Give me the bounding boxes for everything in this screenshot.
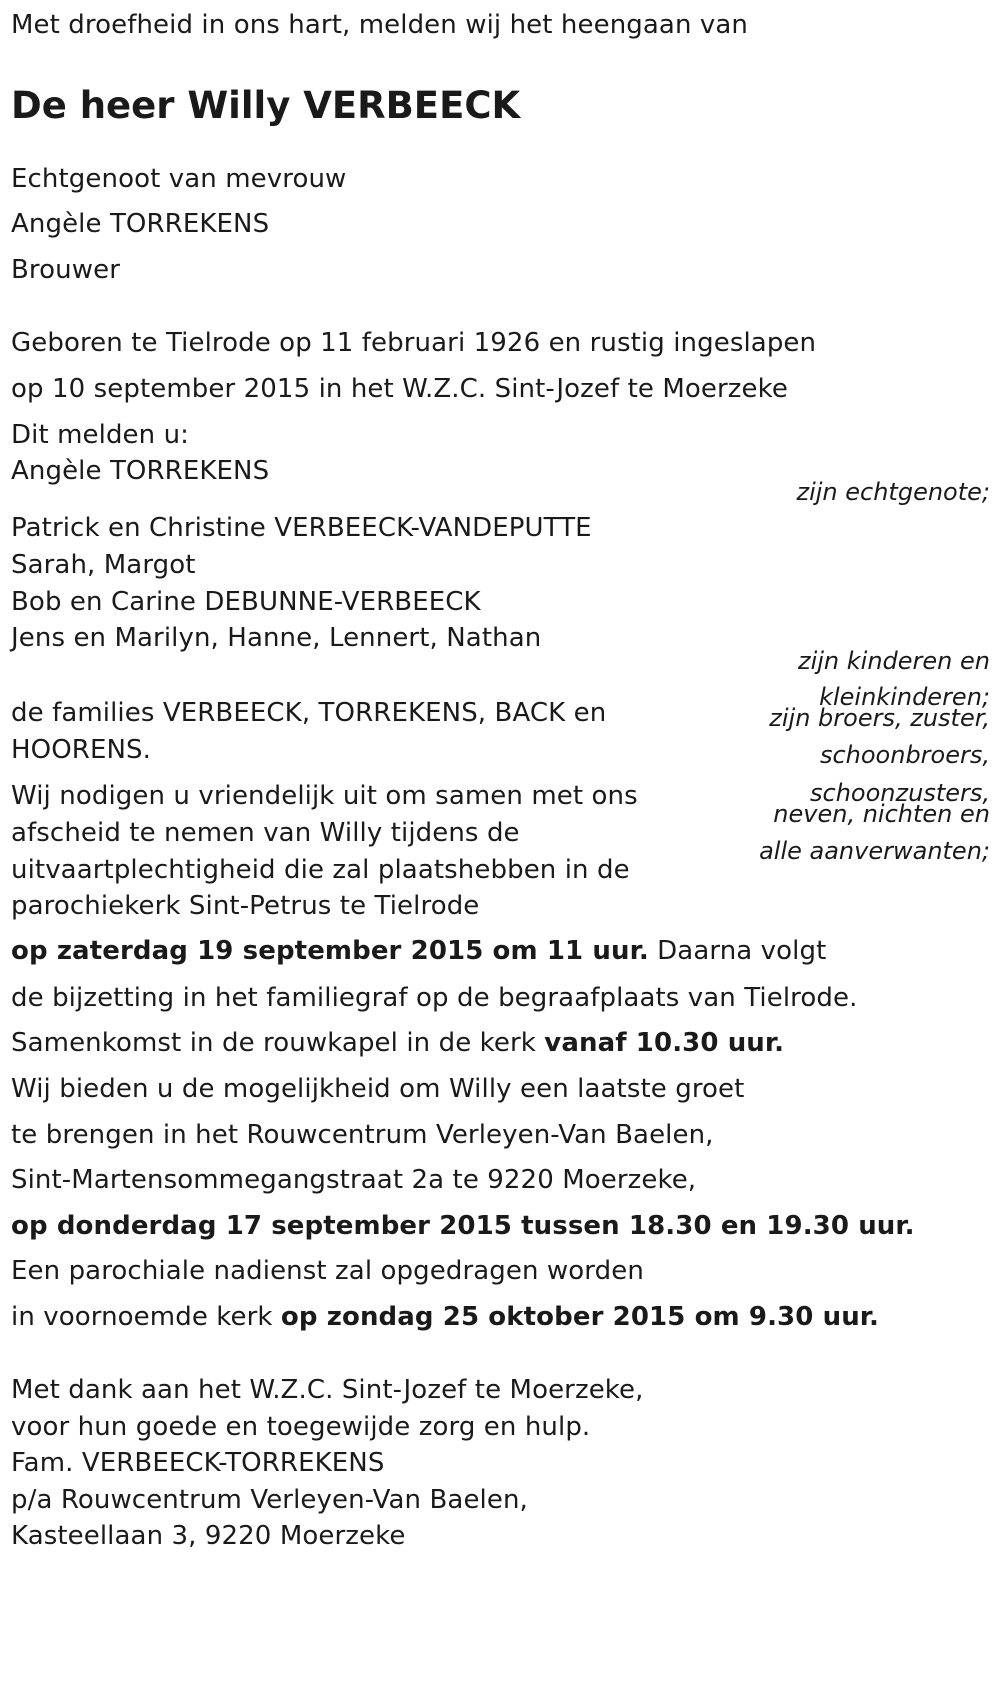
role-families: schoonbroers, (819, 741, 990, 769)
service-text: in voornoemde kerk (11, 1302, 281, 1332)
role-children: kleinkinderen; (819, 683, 990, 711)
invite-line: parochiekerk Sint-Petrus te Tielrode (11, 891, 480, 921)
service-time: op zondag 25 oktober 2015 om 9.30 uur. (280, 1302, 880, 1332)
role-families: schoonzusters, (810, 779, 990, 807)
spouse-line-2: Angèle TORREKENS (11, 209, 270, 239)
spouse-line-1: Echtgenoot van mevrouw (11, 164, 347, 194)
visit-line-2: te brengen in het Rouwcentrum Verleyen-Van Baelen, (11, 1120, 714, 1150)
announce-intro: Dit melden u: (11, 420, 190, 450)
role-families: zijn broers, zuster, (769, 704, 990, 732)
address-line-1: p/a Rouwcentrum Verleyen-Van Baelen, (11, 1485, 528, 1515)
invite-line: Wij nodigen u vriendelijk uit om samen met ons (11, 781, 638, 811)
mourner-child: Sarah, Margot (11, 550, 196, 580)
mourner-child: Patrick en Christine VERBEECK-VANDEPUTTE (11, 513, 592, 543)
profession: Brouwer (11, 255, 120, 285)
families-line-2: HOORENS. (11, 735, 151, 765)
role-spouse: zijn echtgenote; (796, 478, 990, 506)
funeral-date: op zaterdag 19 september 2015 om 11 uur. (11, 936, 649, 966)
mourner-child: Bob en Carine DEBUNNE-VERBEECK (11, 587, 481, 617)
visit-line-3: Sint-Martensommegangstraat 2a te 9220 Moerzeke, (11, 1165, 697, 1195)
born-line-2: op 10 september 2015 in het W.Z.C. Sint-Jozef te Moerzeke (11, 374, 788, 404)
thanks-line-1: Met dank aan het W.Z.C. Sint-Jozef te Moerzeke, (11, 1375, 644, 1405)
role-families: alle aanverwanten; (759, 837, 990, 865)
intro-text: Met droefheid in ons hart, melden wij het heengaan van (11, 10, 748, 40)
visit-time: op donderdag 17 september 2015 tussen 18.30 en 19.30 uur. (11, 1211, 915, 1241)
role-children: zijn kinderen en (798, 647, 990, 675)
gathering-time: vanaf 10.30 uur. (544, 1028, 785, 1058)
family-signature: Fam. VERBEECK-TORREKENS (11, 1448, 385, 1478)
invite-line: uitvaartplechtigheid die zal plaatshebben in de (11, 855, 630, 885)
thanks-line-2: voor hun goede en toegewijde zorg en hulp. (11, 1412, 591, 1442)
gathering-text: Samenkomst in de rouwkapel in de kerk (11, 1028, 545, 1058)
invite-line: afscheid te nemen van Willy tijdens de (11, 818, 520, 848)
families-line-1: de families VERBEECK, TORREKENS, BACK en (11, 698, 607, 728)
born-line-1: Geboren te Tielrode op 11 februari 1926 en rustig ingeslapen (11, 328, 817, 358)
deceased-name: De heer Willy VERBEECK (11, 84, 521, 127)
funeral-date-line (11, 936, 826, 966)
visit-line-1: Wij bieden u de mogelijkheid om Willy een laatste groet (11, 1074, 745, 1104)
mourner-spouse: Angèle TORREKENS (11, 456, 270, 486)
service-line-2 (11, 1302, 879, 1332)
role-families: neven, nichten en (773, 800, 990, 828)
burial-line: de bijzetting in het familiegraf op de begraafplaats van Tielrode. (11, 983, 858, 1013)
funeral-date-after: Daarna volgt (648, 936, 827, 966)
address-line-2: Kasteellaan 3, 9220 Moerzeke (11, 1521, 406, 1551)
gathering-line (11, 1028, 784, 1058)
mourner-child: Jens en Marilyn, Hanne, Lennert, Nathan (11, 623, 542, 653)
service-line-1: Een parochiale nadienst zal opgedragen worden (11, 1256, 644, 1286)
